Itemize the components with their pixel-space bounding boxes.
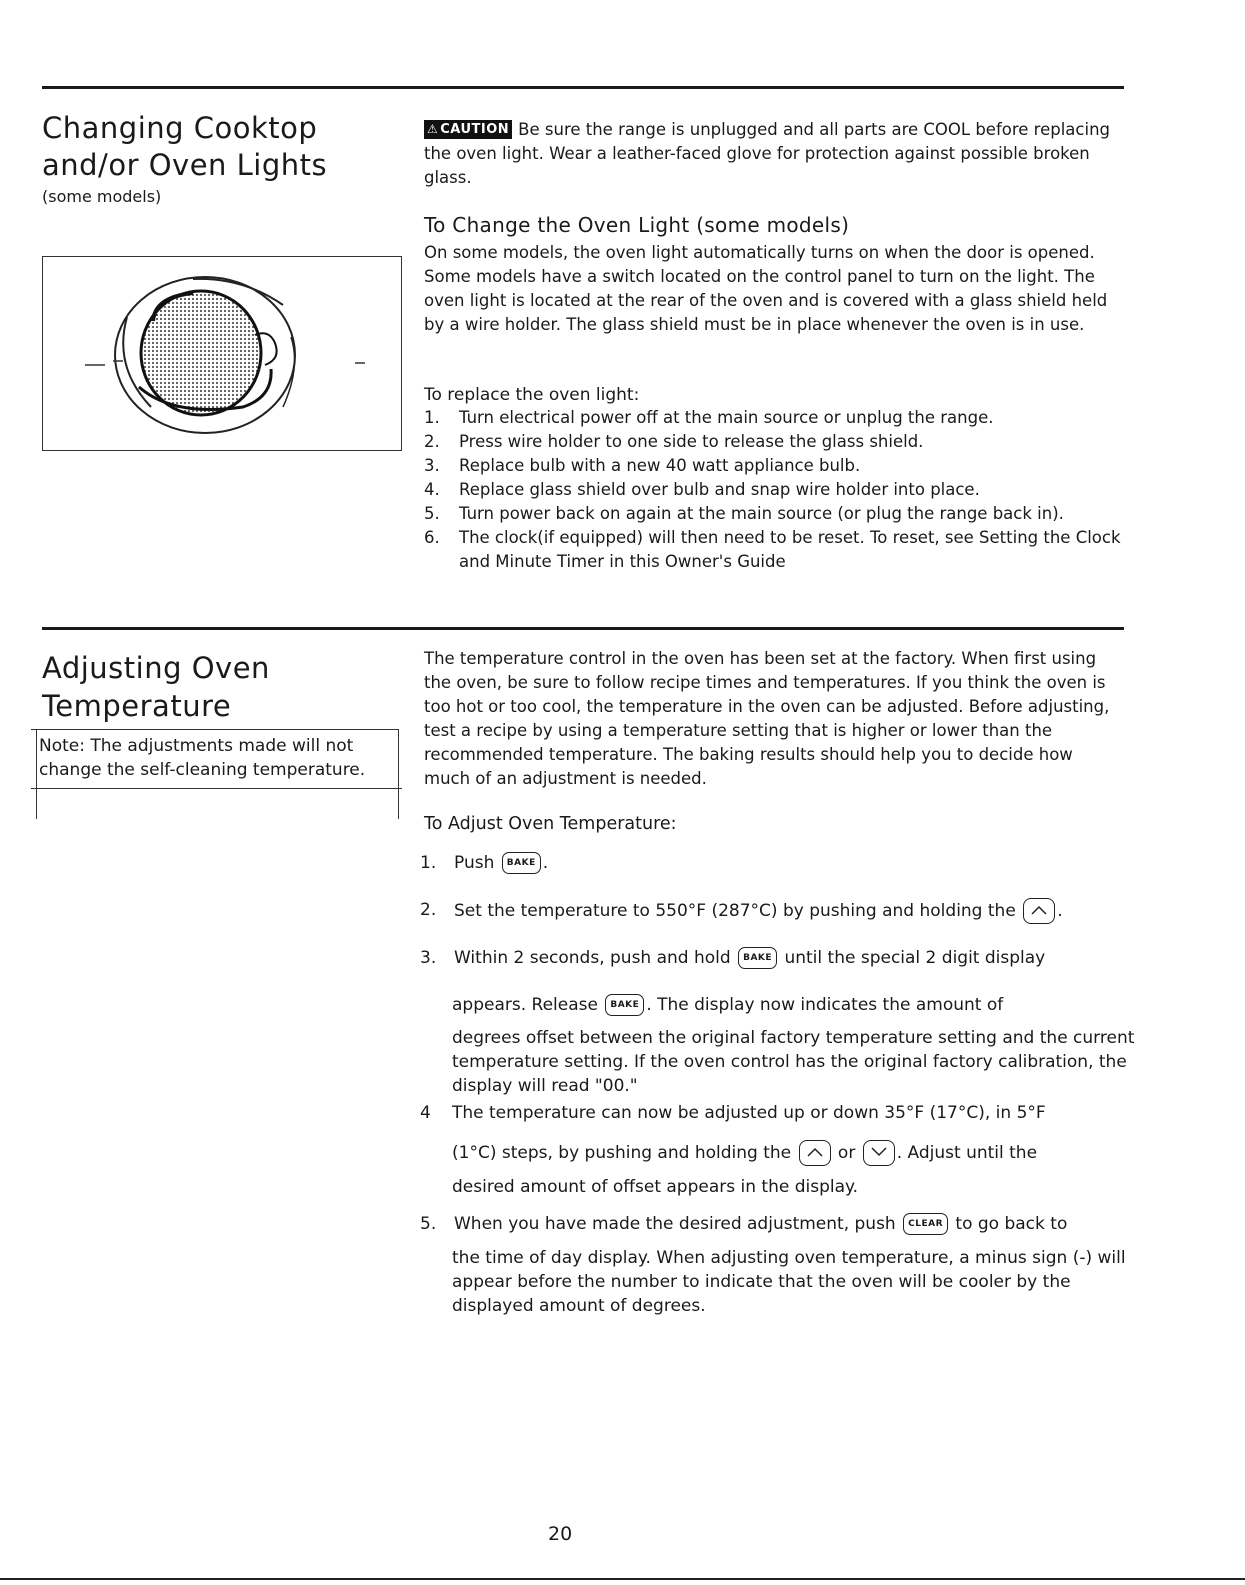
replace-light-steps [424, 406, 1124, 574]
oven-light-subheading: To Change the Oven Light (some models) [424, 213, 850, 237]
bake-key-icon: BAKE [502, 852, 541, 874]
bake-key-icon: BAKE [605, 994, 644, 1016]
up-arrow-key-icon [1023, 898, 1055, 924]
section1-subtitle: (some models) [42, 187, 162, 206]
adjust-temp-heading: To Adjust Oven Temperature: [424, 814, 677, 834]
middle-rule [42, 627, 1124, 630]
section2-title-line2: Temperature [42, 689, 232, 723]
list-item: 1. Turn electrical power off at the main source or unplug the range. [424, 408, 994, 427]
bake-key-icon: BAKE [738, 947, 777, 969]
caution-text: Be sure the range is unplugged and all parts are COOL before replacing the oven light. Wear a leather-faced glove for protection against possible broken glass. [424, 120, 1111, 187]
bottom-rule [0, 1578, 1245, 1580]
list-item: 5. Turn power back on again at the main source (or plug the range back in). [424, 504, 1064, 523]
oven-light-drawing [43, 257, 400, 449]
up-arrow-key-icon [799, 1140, 831, 1166]
replace-light-heading: To replace the oven light: [424, 385, 640, 405]
warning-triangle-icon: ⚠ [427, 122, 439, 136]
note-box: Note: The adjustments made will not change the self-cleaning temperature. [36, 729, 399, 819]
section1-title-line1: Changing Cooktop [42, 111, 318, 145]
list-item: 4. Replace glass shield over bulb and snap wire holder into place. [424, 480, 980, 499]
list-item: 2. Press wire holder to one side to release the glass shield. [424, 432, 924, 451]
oven-light-paragraph: On some models, the oven light automatically turns on when the door is opened. Some models have a switch located on the control panel to turn on the light. The oven light is located at the rear of the oven and is covered with a glass shield held by a wire holder. The glass shield must be in place whenever the oven is in use. [424, 243, 1108, 334]
section1-title-line2: and/or Oven Lights [42, 148, 328, 182]
down-arrow-key-icon [863, 1140, 895, 1166]
page-number: 20 [548, 1523, 573, 1545]
top-rule [42, 86, 1124, 89]
caution-statement [424, 118, 1124, 190]
oven-light-illustration [42, 256, 402, 451]
caution-badge: ⚠ CAUTION [424, 120, 512, 139]
adjust-temp-paragraph: The temperature control in the oven has been set at the factory. When first using the oven, be sure to follow recipe times and temperatures. If you think the oven is too hot or too cool, the temperature in the oven can be adjusted. Before adjusting, test a recipe by using a temperature setting that is higher or lower than the recommended temperature. The baking results should help you to decide how much of an adjustment is needed. [424, 649, 1110, 788]
list-item: 3. Replace bulb with a new 40 watt appliance bulb. [424, 456, 861, 475]
list-item: 6. The clock(if equipped) will then need to be reset. To reset, see Setting the Clock and Minute Timer in this Owner's Guide [424, 528, 1121, 571]
section2-title-line1: Adjusting Oven [42, 651, 270, 685]
clear-key-icon: CLEAR [903, 1213, 948, 1235]
